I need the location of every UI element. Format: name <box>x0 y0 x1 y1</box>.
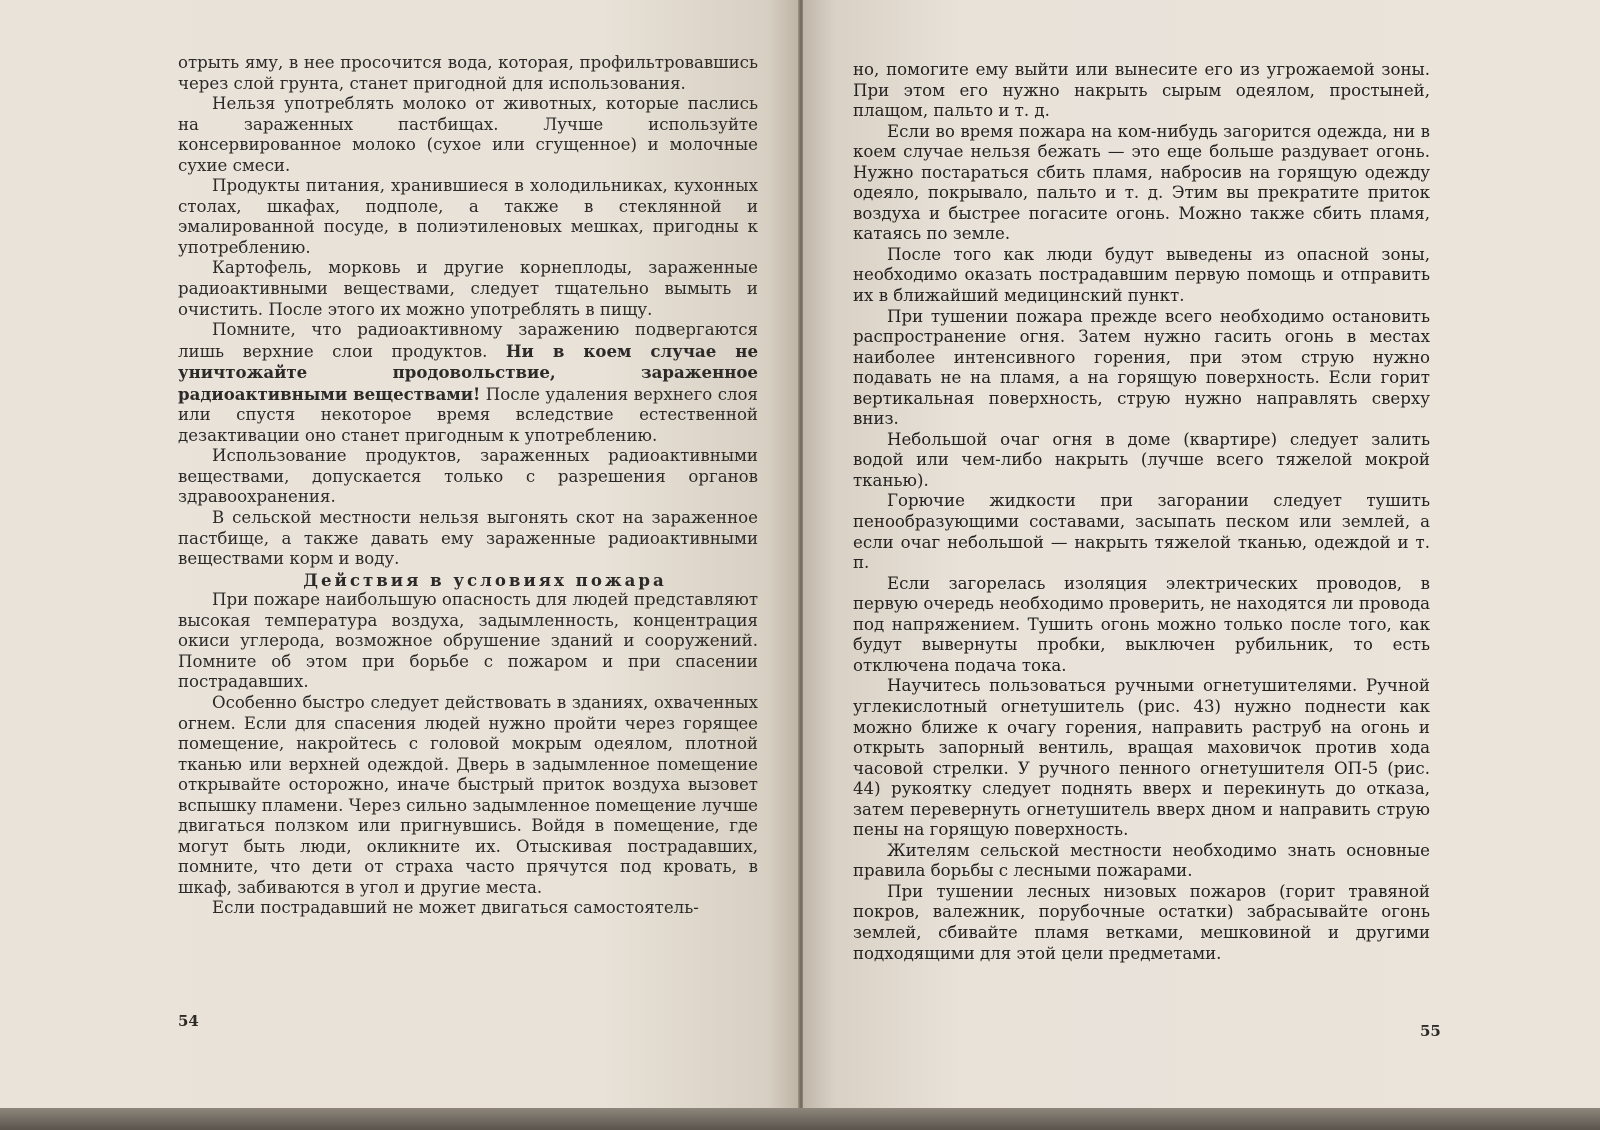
paragraph: Научитесь пользоваться ручными огнетушителями. Ручной углекислотный огнетушитель (рис. 43) нужно поднести как можно ближе к очагу горения, направить раструб на огонь и открыть запорный вентиль, вращая маховичок против хода часовой стрелки. У ручного пенного огнетушителя ОП-5 (рис. 44) рукоятку следует поднять вверх и перекинуть до отказа, затем перевернуть огнетушитель вверх дном и направить струю пены на горящую поверхность. <box>853 676 1430 840</box>
right-page <box>803 0 1600 1110</box>
paragraph: Нельзя употреблять молоко от животных, которые паслись на зараженных пастбищах. Лучше используйте консервированное молоко (сухое или сгущенное) и молочные сухие смеси. <box>178 94 758 175</box>
paragraph: В сельской местности нельзя выгонять скот на зараженное пастбище, а также давать ему зараженные радиоактивными веществами корм и воду. <box>178 508 758 569</box>
paragraph: После того как люди будут выведены из опасной зоны, необходимо оказать пострадавшим первую помощь и отправить их в ближайший медицинский пункт. <box>853 244 1430 306</box>
warning-bold: Ни в коем случае не уничтожайте продовольствие, зараженное радиоактивными веществами! <box>178 340 759 404</box>
paragraph: Продукты питания, хранившиеся в холодильниках, кухонных столах, шкафах, подполе, а также в стеклянной и эмалированной посуде, в полиэтиленовых мешках, пригодны к употреблению. <box>178 176 758 257</box>
paragraph: Картофель, морковь и другие корнеплоды, зараженные радиоактивными веществами, следует тщательно вымыть и очистить. После этого их можно употреблять в пищу. <box>178 258 758 319</box>
paragraph: Если загорелась изоляция электрических проводов, в первую очередь необходимо проверить, не находятся ли провода под напряжением. Тушить огонь можно только после того, как будут вывернуты пробки, выключен рубильник, то есть отключена подача тока. <box>853 573 1430 675</box>
paragraph: отрыть яму, в нее просочится вода, которая, профильтровавшись через слой грунта, станет пригодной для использования. <box>178 53 758 93</box>
page-number: 54 <box>178 1012 199 1030</box>
right-page-text <box>853 60 1430 964</box>
page-number: 55 <box>1420 1022 1441 1040</box>
paragraph: Использование продуктов, зараженных радиоактивными веществами, допускается только с разрешения органов здравоохранения. <box>178 446 758 507</box>
section-heading: Действия в условиях пожара <box>303 569 667 590</box>
paragraph: Горючие жидкости при загорании следует тушить пенообразующими составами, засыпать песком или землей, а если очаг небольшой — накрыть тяжелой тканью, одеждой и т. п. <box>853 491 1430 573</box>
warning-paragraph <box>178 320 758 446</box>
paragraph: Если во время пожара на ком-нибудь загорится одежда, ни в коем случае нельзя бежать — это еще больше раздувает огонь. Нужно постараться сбить пламя, набросив на горящую одежду одеяло, покрывало, пальто и т. д. Этим вы прекратите приток воздуха и быстрее погасите огонь. Можно также сбить пламя, катаясь по земле. <box>853 121 1430 244</box>
bottom-edge <box>0 1108 1600 1130</box>
paragraph: Если пострадавший не может двигаться самостоятель- <box>212 898 699 918</box>
paragraph: При пожаре наибольшую опасность для людей представляют высокая температура воздуха, задымленность, концентрация окиси углерода, возможное обрушение зданий и сооружений. Помните об этом при борьбе с пожаром и при спасении пострадавших. <box>178 590 758 692</box>
paragraph: Жителям сельской местности необходимо знать основные правила борьбы с лесными пожарами. <box>853 840 1430 881</box>
left-page <box>0 0 800 1110</box>
paragraph: Особенно быстро следует действовать в зданиях, охваченных огнем. Если для спасения людей нужно пройти через горящее помещение, накройтесь с головой мокрым одеялом, плотной тканью или верхней одеждой. Дверь в задымленное помещение открывайте осторожно, иначе быстрый приток воздуха вызовет вспышку пламени. Через сильно задымленное помещение лучше двигаться ползком или пригнувшись. Войдя в помещение, где могут быть люди, окликните их. Отыскивая пострадавших, помните, что дети от страха часто прячутся под кровать, в шкаф, забиваются в угол и другие места. <box>178 692 758 897</box>
paragraph: При тушении лесных низовых пожаров (горит травяной покров, валежник, порубочные остатки) забрасывайте огонь землей, сбивайте пламя ветками, мешковиной и другими подходящими для этой цели предметами. <box>853 881 1430 963</box>
paragraph: но, помогите ему выйти или вынесите его из угрожаемой зоны. При этом его нужно накрыть сырым одеялом, простыней, плащом, пальто и т. д. <box>853 60 1430 121</box>
warning-tail: После удаления верхнего слоя или спустя некоторое время вследствие естественной дезактивации оно станет пригодным к употреблению. <box>178 384 759 445</box>
warning-intro: Помните, что радиоактивному заражению подвергаются лишь верхние слои продуктов. <box>178 320 758 361</box>
paragraph: При тушении пожара прежде всего необходимо остановить распространение огня. Затем нужно гасить огонь в местах наиболее интенсивного горения, при этом струю нужно подавать не на пламя, а на горящую поверхность. Если горит вертикальная поверхность, струю нужно направлять сверху вниз. <box>853 306 1430 429</box>
left-page-text <box>178 53 758 919</box>
paragraph: Небольшой очаг огня в доме (квартире) следует залить водой или чем-либо накрыть (лучше всего тяжелой мокрой тканью). <box>853 429 1430 490</box>
